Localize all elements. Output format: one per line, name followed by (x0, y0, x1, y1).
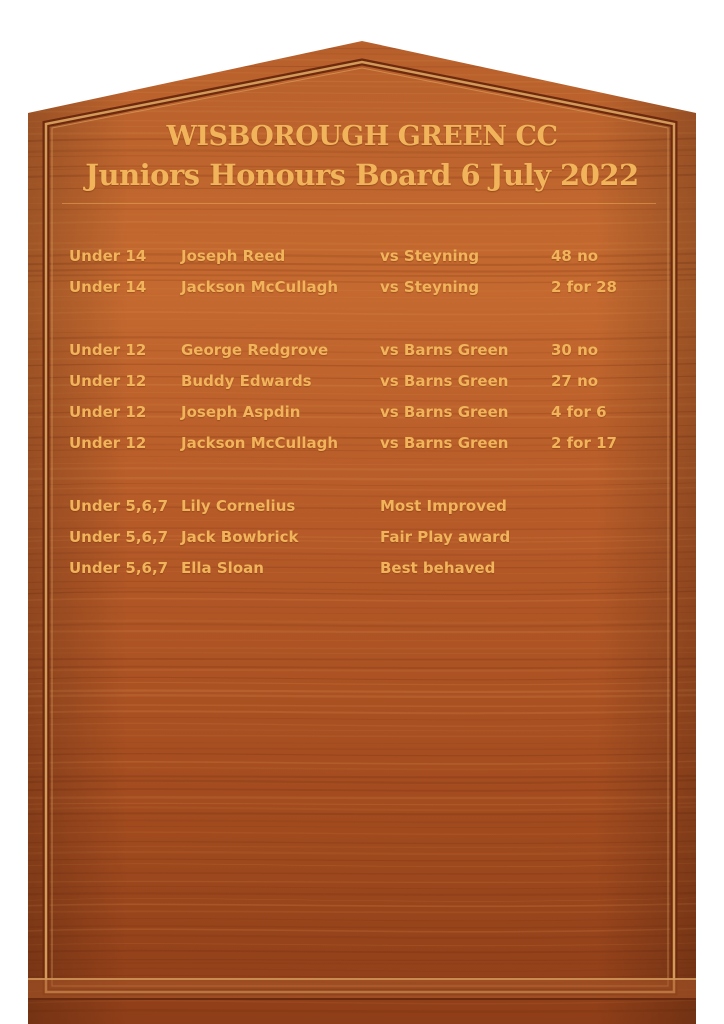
honour-row (0, 434, 724, 458)
honour-row (0, 247, 724, 271)
row-player-name: Ella Sloan (181, 559, 264, 577)
board-title: WISBOROUGH GREEN CC (166, 121, 558, 152)
row-age-group: Under 12 (69, 403, 147, 421)
row-match-or-award: Most Improved (380, 497, 507, 515)
row-match-or-award: vs Steyning (380, 278, 480, 296)
honour-row (0, 403, 724, 427)
row-score: 2 for 17 (551, 434, 617, 452)
honour-row (0, 497, 724, 521)
row-player-name: Jackson McCullagh (181, 278, 339, 296)
row-age-group: Under 5,6,7 (69, 528, 169, 546)
row-score: 27 no (551, 372, 599, 390)
row-player-name: Buddy Edwards (181, 372, 312, 390)
row-age-group: Under 5,6,7 (69, 497, 169, 515)
board-subtitle: Juniors Honours Board 6 July 2022 (85, 158, 639, 192)
row-player-name: George Redgrove (181, 341, 329, 359)
row-player-name: Jack Bowbrick (181, 528, 299, 546)
row-score: 4 for 6 (551, 403, 607, 421)
row-match-or-award: vs Barns Green (380, 403, 509, 421)
row-match-or-award: vs Barns Green (380, 372, 509, 390)
row-age-group: Under 14 (69, 278, 147, 296)
row-match-or-award: vs Barns Green (380, 341, 509, 359)
row-match-or-award: vs Barns Green (380, 434, 509, 452)
row-match-or-award: Fair Play award (380, 528, 511, 546)
title-divider (62, 203, 656, 204)
row-match-or-award: Best behaved (380, 559, 496, 577)
row-player-name: Joseph Reed (181, 247, 286, 265)
row-player-name: Jackson McCullagh (181, 434, 339, 452)
row-age-group: Under 12 (69, 372, 147, 390)
row-age-group: Under 12 (69, 341, 147, 359)
honour-row (0, 341, 724, 365)
honour-row (0, 372, 724, 396)
row-age-group: Under 14 (69, 247, 147, 265)
row-match-or-award: vs Steyning (380, 247, 480, 265)
row-player-name: Joseph Aspdin (181, 403, 301, 421)
honour-row (0, 559, 724, 583)
row-player-name: Lily Cornelius (181, 497, 296, 515)
row-age-group: Under 12 (69, 434, 147, 452)
honour-row (0, 528, 724, 552)
row-score: 2 for 28 (551, 278, 617, 296)
row-age-group: Under 5,6,7 (69, 559, 169, 577)
row-score: 48 no (551, 247, 599, 265)
row-score: 30 no (551, 341, 599, 359)
honour-row (0, 278, 724, 302)
